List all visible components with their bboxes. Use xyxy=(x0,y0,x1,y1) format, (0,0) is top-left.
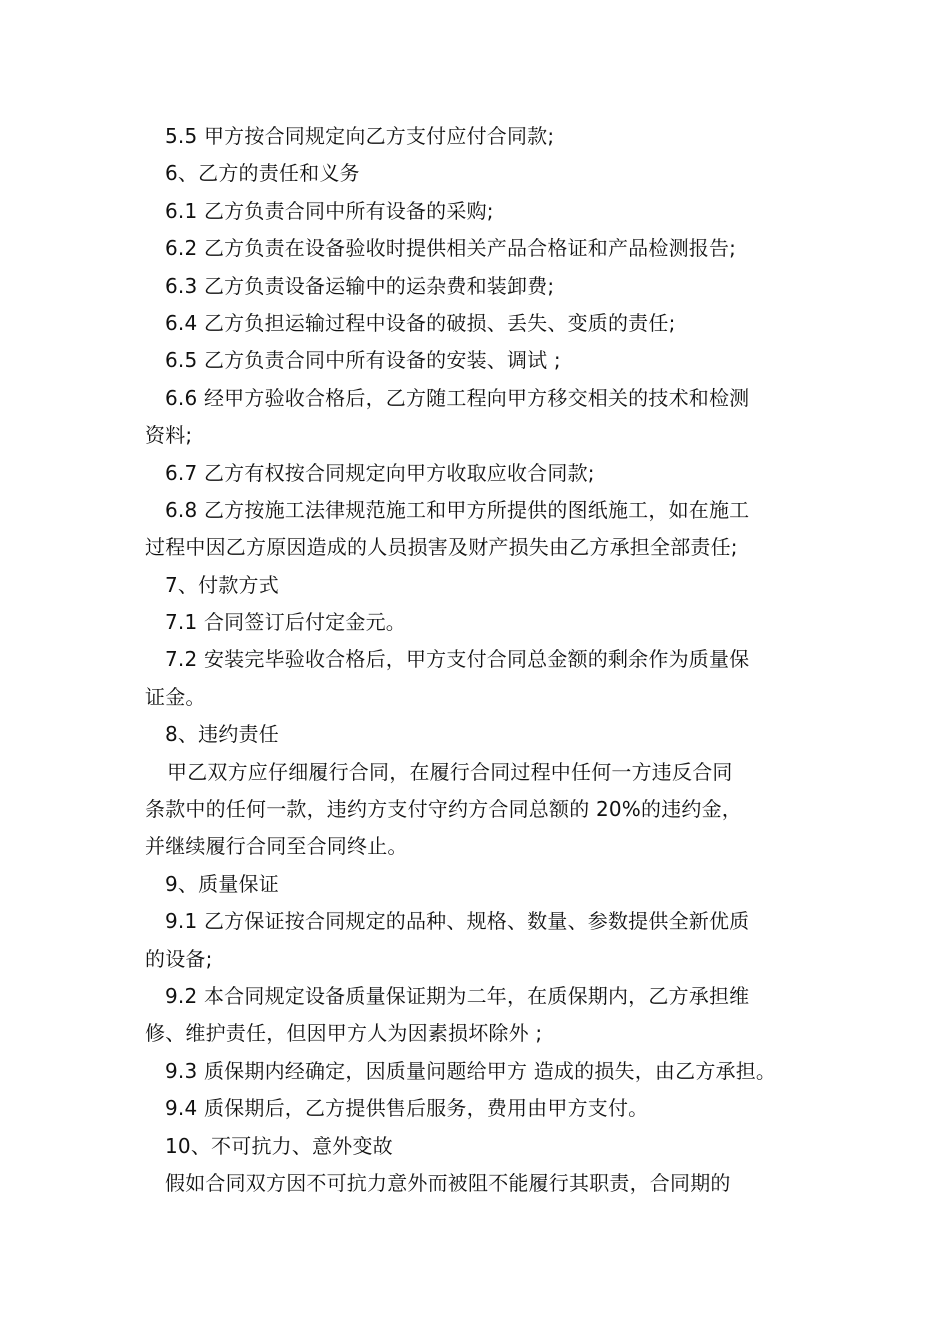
clause-9-3: 9.3 质保期内经确定，因质量问题给甲方 造成的损失，由乙方承担。 xyxy=(165,1058,777,1083)
clause-5-5: 5.5 甲方按合同规定向乙方支付应付合同款; xyxy=(165,124,555,148)
document-body xyxy=(145,118,815,1202)
clause-6-6: 6.6 经甲方验收合格后，乙方随工程向甲方移交相关的技术和检测 xyxy=(165,385,750,410)
section-8-paragraph-line-3: 并继续履行合同至合同终止。 xyxy=(145,834,408,859)
clause-6-3: 6.3 乙方负责设备运输中的运杂费和装卸费; xyxy=(165,273,555,298)
clause-7-2-continued: 证金。 xyxy=(145,684,206,709)
clause-6-6-continued: 资料; xyxy=(145,423,193,448)
clause-6-8-continued: 过程中因乙方原因造成的人员损害及财产损失由乙方承担全部责任; xyxy=(145,535,738,560)
clause-9-1-continued: 的设备; xyxy=(145,946,213,971)
section-10-paragraph: 假如合同双方因不可抗力意外而被阻不能履行其职责，合同期的 xyxy=(165,1170,731,1195)
clause-9-2: 9.2 本合同规定设备质量保证期为二年，在质保期内，乙方承担维 xyxy=(165,983,750,1008)
clause-6-1: 6.1 乙方负责合同中所有设备的采购; xyxy=(165,198,494,223)
clause-9-4: 9.4 质保期后，乙方提供售后服务，费用由甲方支付。 xyxy=(165,1096,649,1121)
clause-9-2-continued: 修、维护责任，但因甲方人为因素损坏除外 ; xyxy=(145,1021,543,1046)
section-9-heading: 9、质量保证 xyxy=(165,871,279,896)
section-8-heading: 8、违约责任 xyxy=(165,722,279,747)
clause-6-7: 6.7 乙方有权按合同规定向甲方收取应收合同款; xyxy=(165,460,595,485)
clause-9-1: 9.1 乙方保证按合同规定的品种、规格、数量、参数提供全新优质 xyxy=(165,909,750,934)
section-8-paragraph: 甲乙双方应仔细履行合同，在履行合同过程中任何一方违反合同 xyxy=(167,759,733,784)
clause-6-8: 6.8 乙方按施工法律规范施工和甲方所提供的图纸施工，如在施工 xyxy=(165,497,750,522)
clause-7-2: 7.2 安装完毕验收合格后，甲方支付合同总金额的剩余作为质量保 xyxy=(165,647,750,672)
clause-6-4: 6.4 乙方负担运输过程中设备的破损、丢失、变质的责任; xyxy=(165,310,676,335)
clause-7-1: 7.1 合同签订后付定金元。 xyxy=(165,610,406,635)
clause-6-2: 6.2 乙方负责在设备验收时提供相关产品合格证和产品检测报告; xyxy=(165,236,737,261)
clause-6-5: 6.5 乙方负责合同中所有设备的安装、调试 ; xyxy=(165,348,561,373)
section-6-heading: 6、乙方的责任和义务 xyxy=(165,161,360,186)
section-10-heading: 10、不可抗力、意外变故 xyxy=(165,1133,393,1158)
section-7-heading: 7、付款方式 xyxy=(165,572,279,597)
section-8-paragraph-line-2: 条款中的任何一款，违约方支付守约方合同总额的 20%的违约金， xyxy=(145,797,743,822)
